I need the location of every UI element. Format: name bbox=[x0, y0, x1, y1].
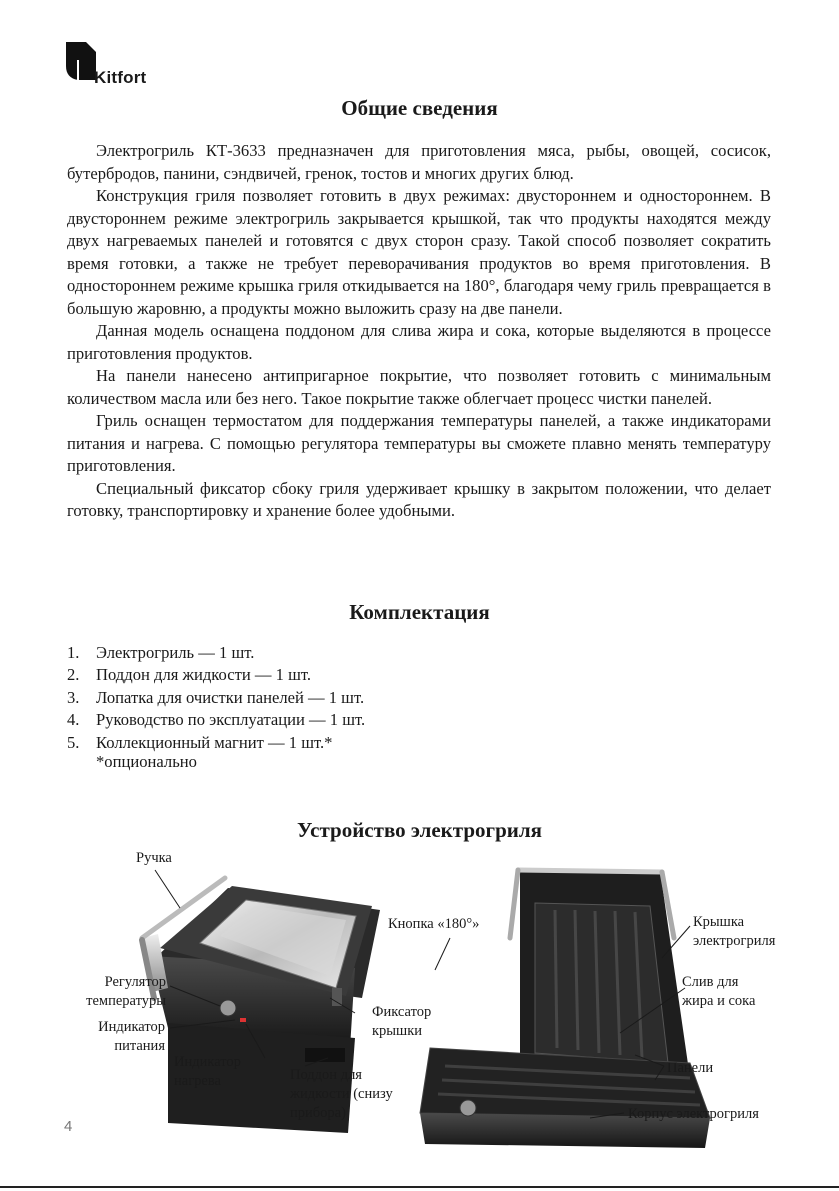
item-number: 4. bbox=[67, 710, 80, 730]
paragraph: Конструкция гриля позволяет готовить в двух режимах: двустороннем и одностороннем. В двустороннем режиме электрогриль закрывается крышкой, так что продукты находятся между двух нагреваемых панелей и готовятся с двух сторон сразу. Такой способ позволяет сократить время готовки, а также не требует переворачивания продуктов во время приготовления. В одностороннем режиме крышка гриля откидывается на 180°, благодаря чему гриль превращается в большую жаровню, а продукты можно выложить сразу на две панели. bbox=[67, 186, 771, 318]
label-heat-line2: нагрева bbox=[174, 1073, 221, 1089]
kit-list bbox=[67, 642, 627, 754]
brand-name: Kitfort bbox=[94, 68, 147, 87]
item-number: 3. bbox=[67, 687, 80, 707]
label-tray-line1: Поддон для bbox=[290, 1067, 362, 1083]
item-text: Поддон для жидкости — 1 шт. bbox=[96, 665, 311, 685]
general-title: Общие сведения bbox=[341, 96, 498, 120]
kitfort-logo-icon bbox=[64, 40, 98, 82]
device-title: Устройство электрогриля bbox=[296, 818, 542, 842]
label-drain-line1: Слив для bbox=[682, 974, 739, 990]
paragraph: На панели нанесено антипригарное покрытие, что позволяет готовить с минимальным количеством масла или без него. Такое покрытие также облегчает процесс чистки панелей. bbox=[67, 366, 771, 408]
kit-title: Комплектация bbox=[349, 600, 490, 624]
label-power-line1: Индикатор bbox=[98, 1019, 165, 1035]
list-item bbox=[67, 664, 627, 686]
general-text bbox=[67, 140, 771, 523]
label-regulator-line1: Регулятор bbox=[104, 974, 166, 990]
label-latch-line2: крышки bbox=[372, 1023, 423, 1039]
item-text: Коллекционный магнит — 1 шт.* bbox=[96, 732, 333, 752]
label-tray-line3: прибора) bbox=[290, 1105, 346, 1121]
label-lid-line2: электрогриля bbox=[693, 933, 776, 949]
item-number: 2. bbox=[67, 665, 80, 685]
label-regulator-line2: температуры bbox=[86, 993, 166, 1009]
list-item bbox=[67, 642, 627, 664]
label-lid-line1: Крышка bbox=[693, 914, 745, 930]
paragraph: Специальный фиксатор сбоку гриля удерживает крышку в закрытом положении, что делает готовку, транспортировку и хранение более удобными. bbox=[67, 478, 771, 520]
label-tray-line2: жидкости (снизу bbox=[290, 1086, 393, 1102]
paragraph: Данная модель оснащена поддоном для слива жира и сока, которые выделяются в процессе приготовления продуктов. bbox=[67, 321, 771, 363]
list-item bbox=[67, 687, 627, 709]
list-item bbox=[67, 732, 627, 754]
label-handle: Ручка bbox=[136, 850, 172, 866]
item-number: 5. bbox=[67, 732, 80, 752]
label-latch-line1: Фиксатор bbox=[372, 1004, 432, 1020]
item-number: 1. bbox=[67, 643, 80, 662]
item-text: Лопатка для очистки панелей — 1 шт. bbox=[96, 687, 365, 707]
device-diagram bbox=[50, 848, 820, 1158]
paragraph: Гриль оснащен термостатом для поддержания температуры панелей, а также индикаторами питания и нагрева. С помощью регулятора температуры вы сможете плавно менять температуру приготовления. bbox=[67, 411, 771, 475]
bottom-rule bbox=[0, 1186, 839, 1188]
label-drain-line2: жира и сока bbox=[682, 993, 756, 1009]
page-number: 4 bbox=[64, 1118, 73, 1135]
label-body: Корпус электрогриля bbox=[628, 1106, 759, 1122]
label-button-180: Кнопка «180°» bbox=[388, 916, 480, 932]
label-power-line2: питания bbox=[114, 1038, 165, 1054]
brand-logo bbox=[64, 40, 164, 86]
paragraph: Электрогриль КТ-3633 предназначен для приготовления мяса, рыбы, овощей, сосисок, бутербродов, панини, сэндвичей, гренок, тостов и многих других блюд. bbox=[67, 141, 771, 183]
item-text: Руководство по эксплуатации — 1 шт. bbox=[96, 710, 366, 730]
label-heat-line1: Индикатор bbox=[174, 1054, 241, 1070]
list-item bbox=[67, 709, 627, 731]
label-panels: Панели bbox=[667, 1060, 714, 1076]
kit-note: *опционально bbox=[96, 752, 197, 771]
item-text: Электрогриль — 1 шт. bbox=[96, 643, 255, 662]
